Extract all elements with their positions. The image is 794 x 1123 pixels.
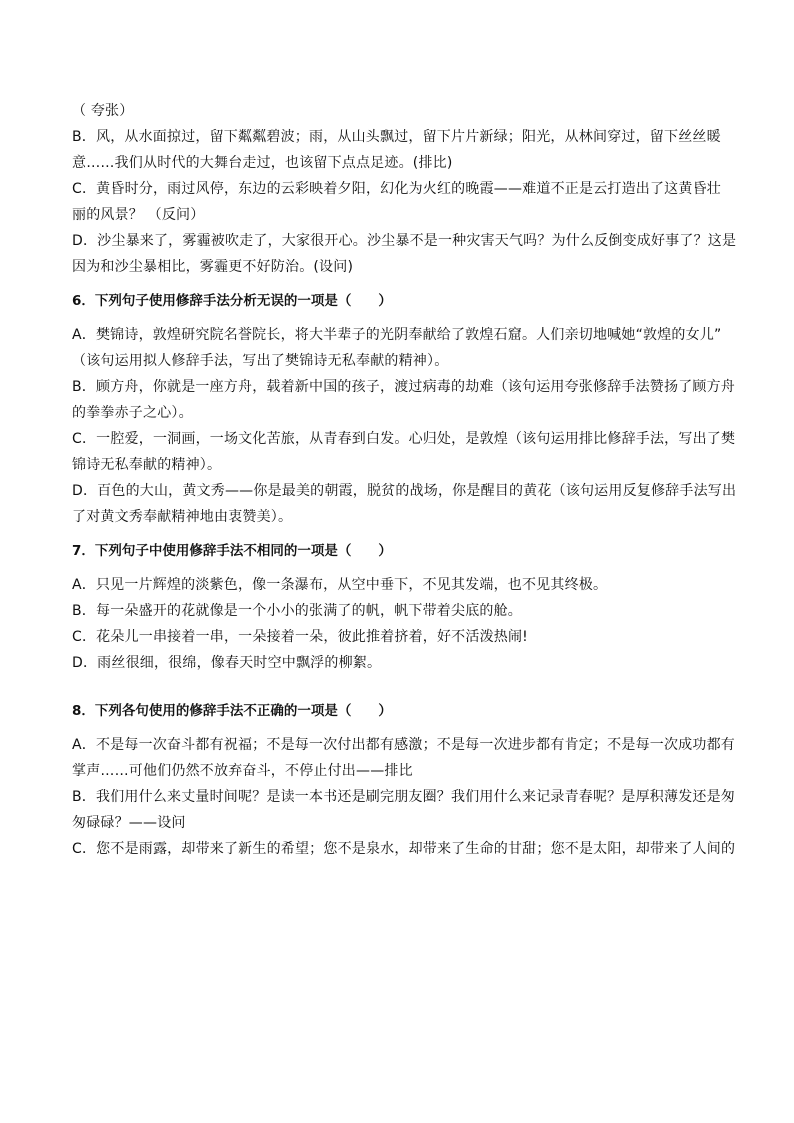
- option-line: D．百色的大山，黄文秀——你是最美的朝霞，脱贫的战场，你是醒目的黄花（该句运用反复修辞手法写出: [72, 483, 737, 499]
- text-line: D．沙尘暴来了，雾霾被吹走了，大家很开心。沙尘暴不是一种灾害天气吗？为什么反倒变成好事了？这是: [72, 233, 737, 249]
- question-8: [72, 698, 736, 862]
- option-line: A．樊锦诗，敦煌研究院名誉院长，将大半辈子的光阴奉献给了敦煌石窟。人们亲切地喊她“敦煌的女儿”: [72, 327, 722, 343]
- option-line: C．您不是雨露，却带来了新生的希望；您不是泉水，却带来了生命的甘甜；您不是太阳，却带来了人间的: [72, 841, 736, 857]
- document-content: [72, 98, 737, 862]
- option-line: 掌声……可他们仍然不放弃奋斗，不停止付出——排比: [72, 763, 413, 779]
- option-line: 匆碌碌？——设问: [72, 815, 186, 831]
- option-line: C．花朵儿一串接着一串，一朵接着一朵，彼此推着挤着，好不活泼热闹!: [72, 629, 528, 645]
- text-line: （ 夸张）: [72, 103, 134, 119]
- text-line: C．黄昏时分，雨过风停，东边的云彩映着夕阳，幻化为火红的晚霞——难道不正是云打造出了这黄昏壮: [72, 181, 721, 197]
- option-line: D．雨丝很细，很绵，像春天时空中飘浮的柳絮。: [72, 655, 382, 671]
- option-line: B．每一朵盛开的花就像是一个小小的张满了的帆，帆下带着尖底的舱。: [72, 603, 523, 619]
- text-line: 因为和沙尘暴相比，雾霾更不好防治。(设问): [72, 259, 354, 275]
- option-line: A．不是每一次奋斗都有祝福；不是每一次付出都有感激；不是每一次进步都有肯定；不是每一次成功都有: [72, 737, 735, 753]
- question-title: 7．下列句子中使用修辞手法不相同的一项是（ ）: [72, 543, 392, 559]
- option-line: （该句运用拟人修辞手法，写出了樊锦诗无私奉献的精神）。: [72, 353, 449, 369]
- option-line: 锦诗无私奉献的精神）。: [72, 457, 222, 473]
- text-line: 丽的风景？ （反问）: [72, 207, 205, 223]
- text-line: B．风，从水面掠过，留下粼粼碧波；雨，从山头飘过，留下片片新绿；阳光，从林间穿过，留下丝丝暖: [72, 129, 721, 145]
- option-line: B．我们用什么来丈量时间呢？是读一本书还是刷完朋友圈？我们用什么来记录青春呢？是厚积薄发还是匆: [72, 789, 736, 805]
- question-title: 8．下列各句使用的修辞手法不正确的一项是（ ）: [72, 703, 392, 719]
- option-line: C．一腔爱，一洞画，一场文化苦旅，从青春到白发。心归处，是敦煌（该句运用排比修辞手法，写出了樊: [72, 431, 736, 447]
- option-line: A．只见一片辉煌的淡紫色，像一条瀑布，从空中垂下，不见其发端，也不见其终极。: [72, 577, 608, 593]
- option-line: B．顾方舟，你就是一座方舟，载着新中国的孩子，渡过病毒的劫难（该句运用夸张修辞手法赞扬了顾方舟: [72, 379, 736, 395]
- question-5-options-continued: [72, 98, 737, 280]
- option-line: 了对黄文秀奉献精神地由衷赞美）。: [72, 509, 293, 525]
- question-title: 6．下列句子使用修辞手法分析无误的一项是（ ）: [72, 293, 392, 309]
- text-line: 意……我们从时代的大舞台走过，也该留下点点足迹。(排比): [72, 155, 453, 171]
- question-6: [72, 288, 737, 530]
- question-7: [72, 538, 728, 676]
- option-line: 的拳拳赤子之心）。: [72, 405, 193, 421]
